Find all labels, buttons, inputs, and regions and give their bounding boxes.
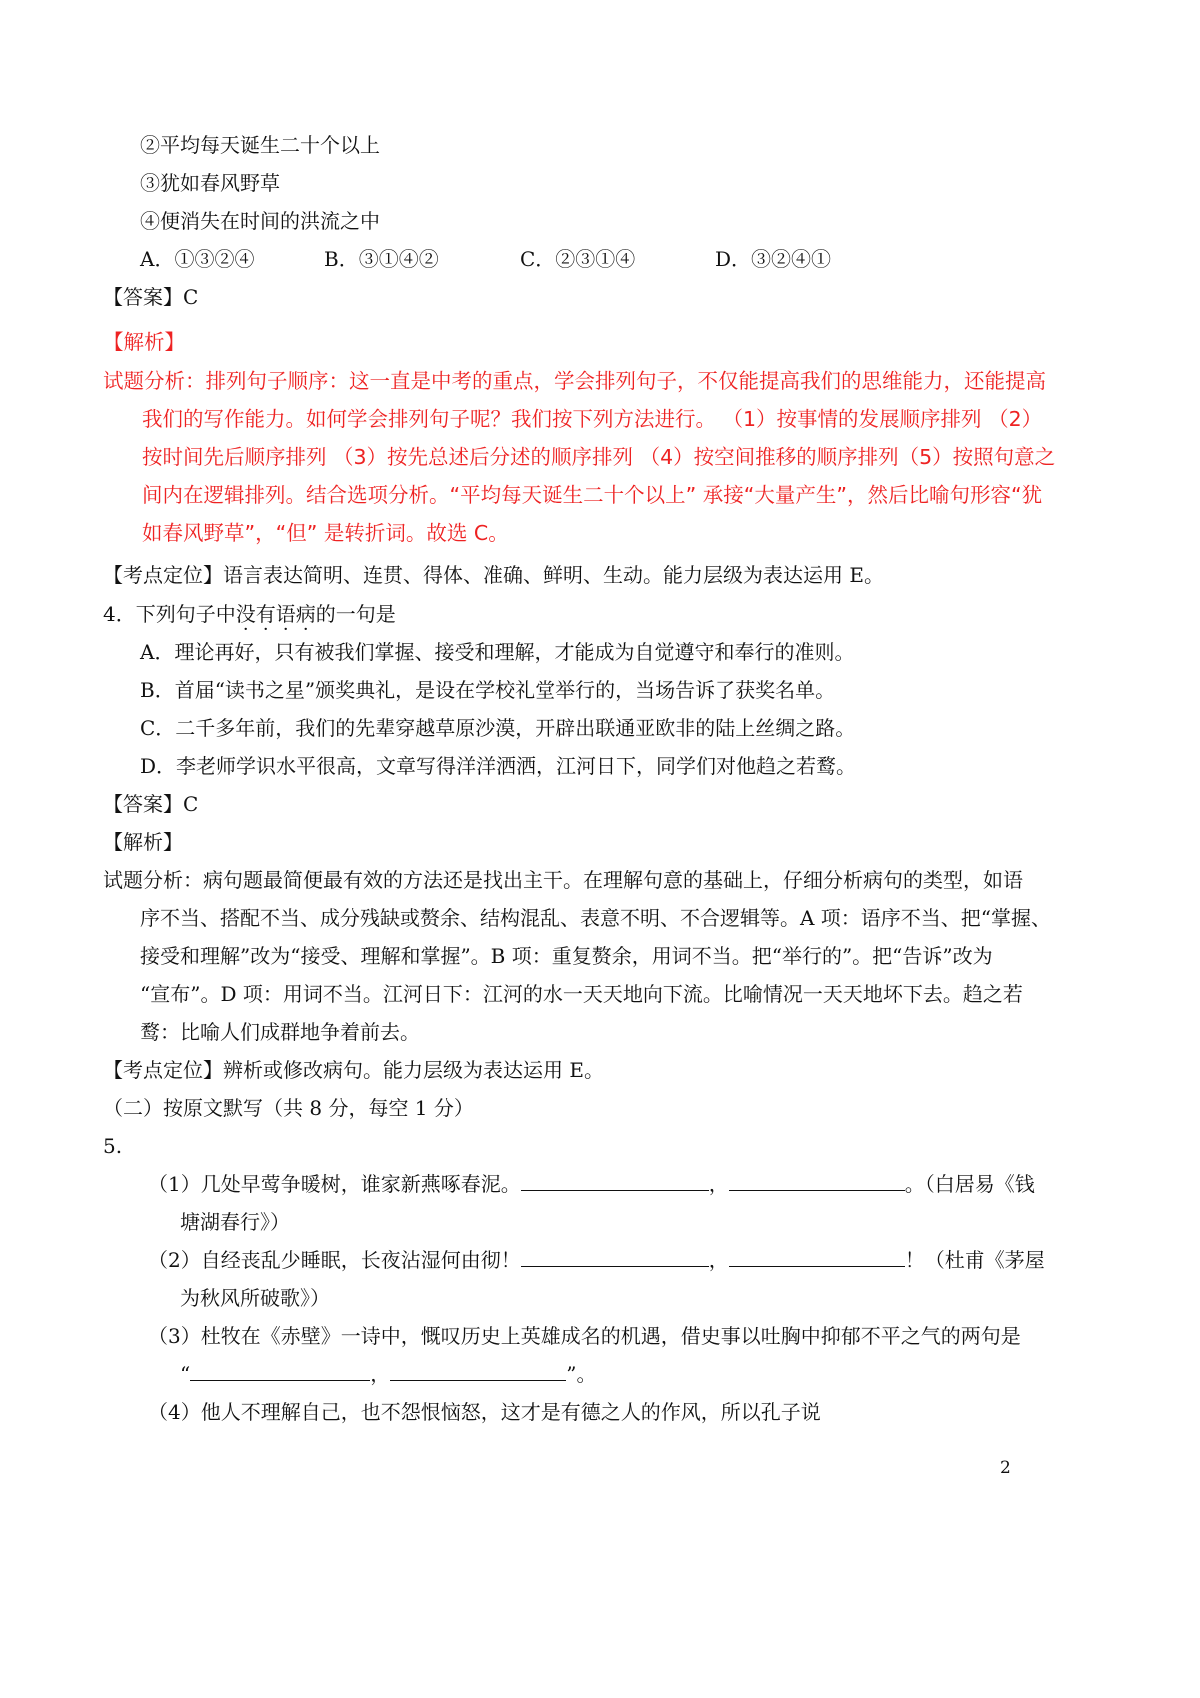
q5-item-3-comma: ， [370, 1362, 391, 1386]
q4-analysis-line-4: “宣布”。D 项：用词不当。江河日下：江河的水一天天地向下流。比喻情况一天天地坏下去。趋之若 [140, 982, 1023, 1006]
answer-label: 【答案】 [103, 285, 183, 309]
section-heading: （二）按原文默写（共 8 分，每空 1 分） [103, 1096, 474, 1120]
q5-item-2 [148, 1246, 1045, 1274]
q4-stem-pre: 4．下列句子中 [103, 602, 236, 626]
q3-answer [103, 283, 198, 311]
q3-analysis-line-2: 我们的写作能力。如何学会排列句子呢？我们按下列方法进行。 （1）按事情的发展顺序排列 （2） [142, 407, 1043, 431]
q4-option-a: A．理论再好，只有被我们掌握、接受和理解，才能成为自觉遵守和奉行的准则。 [140, 640, 855, 664]
q3-option-b: B．③①④② [324, 247, 439, 271]
q5-item-1-cont: 塘湖春行》） [180, 1210, 290, 1234]
fill-blank[interactable] [729, 1248, 905, 1267]
q4-answer [103, 790, 198, 818]
q4-stem-emphasis [236, 602, 316, 626]
q4-stem [103, 600, 396, 628]
fill-blank[interactable] [521, 1172, 709, 1191]
close-quote: ”。 [566, 1362, 597, 1386]
q4-stem-post: 的一句是 [315, 602, 396, 626]
q5-item-2-source: ！（杜甫《茅屋 [904, 1248, 1045, 1272]
q4-analysis-line-2: 序不当、搭配不当、成分残缺或赘余、结构混乱、表意不明、不合逻辑等。A 项：语序不当、把“掌握、 [140, 906, 1052, 930]
answer-value: C [183, 285, 199, 309]
q5-item-1 [148, 1170, 1035, 1198]
q4-option-c: C．二千多年前，我们的先辈穿越草原沙漠，开辟出联通亚欧非的陆上丝绸之路。 [140, 716, 856, 740]
q3-option-c: C．②③①④ [520, 247, 636, 271]
q3-analysis-line-3: 按时间先后顺序排列 （3）按先总述后分述的顺序排列 （4）按空间推移的顺序排列（5）按照句意之 [142, 445, 1056, 469]
q5-item-2-comma: ， [708, 1248, 729, 1272]
fill-blank[interactable] [190, 1362, 370, 1381]
q4-kaodian [103, 1056, 604, 1084]
kaodian-label: 【考点定位】 [103, 1058, 223, 1082]
q5-item-3-cont [180, 1360, 596, 1388]
answer-value: C [183, 792, 199, 816]
q4-analysis-label: 【解析】 [103, 830, 183, 854]
q4-analysis-line-5: 鹜：比喻人们成群地争着前去。 [140, 1020, 420, 1044]
q5-item-2-text: （2）自经丧乱少睡眠，长夜沾湿何由彻！ [148, 1248, 521, 1272]
emphasis-char: 病 [295, 602, 316, 626]
q4-option-b: B．首届“读书之星”颁奖典礼，是设在学校礼堂举行的，当场告诉了获奖名单。 [140, 678, 836, 702]
q3-analysis-label: 【解析】 [103, 330, 185, 354]
open-quote: “ [180, 1362, 191, 1386]
fill-blank[interactable] [729, 1172, 905, 1191]
fill-blank[interactable] [521, 1248, 709, 1267]
q5-item-1-source: 。（白居易《钱 [904, 1172, 1035, 1196]
kaodian-text: 辨析或修改病句。能力层级为表达运用 E。 [223, 1058, 604, 1082]
q3-option-a: A．①③②④ [140, 247, 255, 271]
kaodian-text: 语言表达简明、连贯、得体、准确、鲜明、生动。能力层级为表达运用 E。 [223, 563, 884, 587]
q3-analysis-line-1: 试题分析：排列句子顺序：这一直是中考的重点，学会排列句子，不仅能提高我们的思维能力，还能提高 [103, 369, 1046, 393]
kaodian-label: 【考点定位】 [103, 563, 223, 587]
q3-analysis-line-5: 如春风野草”，“但” 是转折词。故选 C。 [142, 521, 509, 545]
q3-option-d: D．③②④① [715, 247, 832, 271]
q5-item-3: （3）杜牧在《赤壁》一诗中，慨叹历史上英雄成名的机遇，借史事以吐胸中抑郁不平之气的两句是 [148, 1324, 1021, 1348]
q3-item-4: ④便消失在时间的洪流之中 [140, 209, 380, 233]
q5-item-4: （4）他人不理解自己，也不怨恨恼怒，这才是有德之人的作风，所以孔子说 [148, 1400, 821, 1424]
q5-item-1-comma: ， [708, 1172, 729, 1196]
emphasis-char: 语 [275, 602, 296, 626]
q4-option-d: D．李老师学识水平很高，文章写得洋洋洒洒，江河日下，同学们对他趋之若鹜。 [140, 754, 857, 778]
q4-analysis-line-3: 接受和理解”改为“接受、理解和掌握”。B 项：重复赘余，用词不当。把“举行的”。把“告诉”改为 [140, 944, 993, 968]
q3-analysis-line-4: 间内在逻辑排列。结合选项分析。“平均每天诞生二十个以上” 承接“大量产生”，然后比喻句形容“犹 [142, 483, 1043, 507]
q4-analysis-line-1: 试题分析：病句题最简便最有效的方法还是找出主干。在理解句意的基础上，仔细分析病句的类型，如语 [103, 868, 1023, 892]
emphasis-char: 有 [255, 602, 276, 626]
q5-number: 5. [103, 1134, 123, 1158]
emphasis-char: 没 [235, 602, 256, 626]
q3-kaodian [103, 561, 884, 589]
fill-blank[interactable] [390, 1362, 566, 1381]
page-number: 2 [1000, 1458, 1011, 1478]
q5-item-1-text: （1）几处早莺争暖树，谁家新燕啄春泥。 [148, 1172, 521, 1196]
q5-item-2-cont: 为秋风所破歌》） [180, 1286, 330, 1310]
answer-label: 【答案】 [103, 792, 183, 816]
q3-item-2: ②平均每天诞生二十个以上 [140, 133, 380, 157]
q3-item-3: ③犹如春风野草 [140, 171, 280, 195]
